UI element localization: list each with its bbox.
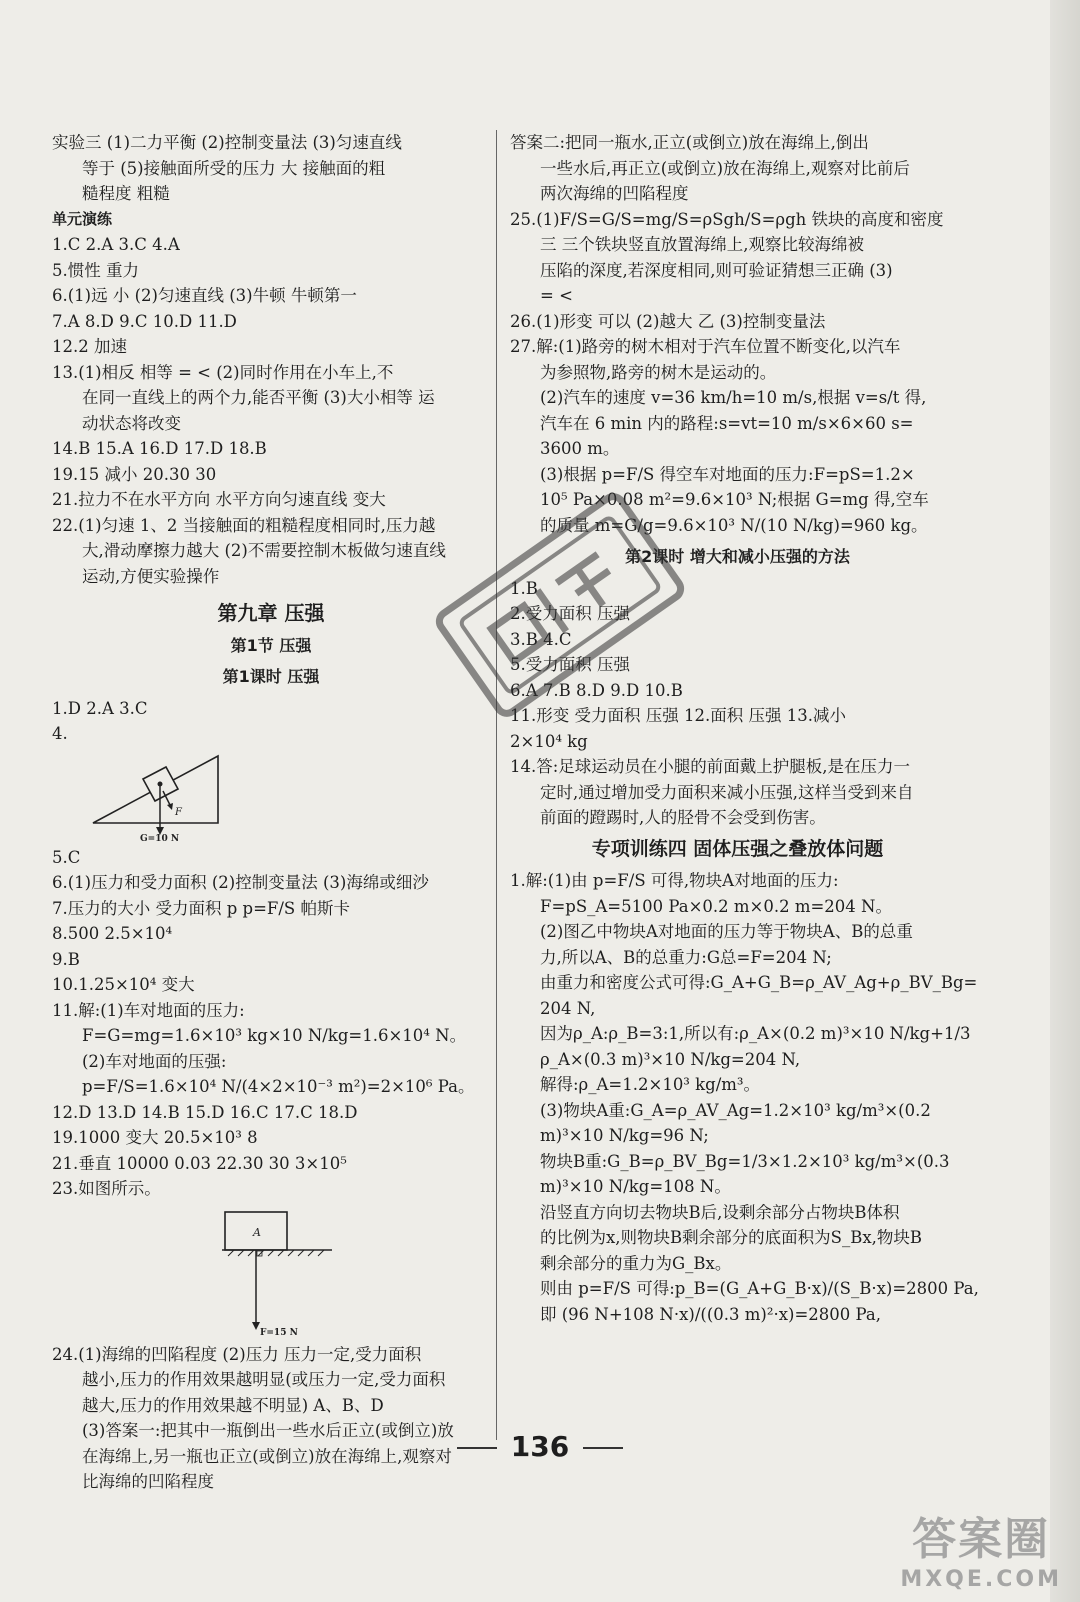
answer-line: 动状态将改变 xyxy=(82,413,181,433)
answer-line: 6.(1)压力和受力面积 (2)控制变量法 (3)海绵或细沙 xyxy=(52,873,429,892)
answer-line: 在海绵上,另一瓶也正立(或倒立)放在海绵上,观察对 xyxy=(82,1446,452,1466)
answer-line: F=G=mg=1.6×10³ kg×10 N/kg=1.6×10⁴ N。 xyxy=(82,1026,467,1045)
answer-line: 19.15 减小 20.30 30 xyxy=(52,464,217,484)
answer-line: 解得:ρ_A=1.2×10³ kg/m³。 xyxy=(540,1075,761,1094)
page-number: 136 xyxy=(0,1430,1080,1463)
answer-line: 汽车在 6 min 内的路程:s=vt=10 m/s×6×60 s= xyxy=(540,413,914,433)
answer-line: (2)图乙中物块A对地面的压力等于物块A、B的总重 xyxy=(540,922,913,941)
answer-line: 3600 m。 xyxy=(540,439,620,458)
answer-line: 25.(1)F/S=G/S=mg/S=ρSgh/S=ρgh 铁块的高度和密度 xyxy=(510,209,944,229)
answer-line: 21.垂直 10000 0.03 22.30 30 3×10⁵ xyxy=(52,1153,347,1173)
answer-line: 13.(1)相反 相等 = < (2)同时作用在小车上,不 xyxy=(52,362,394,382)
answer-line: 4. xyxy=(52,724,68,743)
answer-line: 沿竖直方向切去物块B后,设剩余部分占物块B体积 xyxy=(540,1202,900,1222)
answer-line: 为参照物,路旁的树木是运动的。 xyxy=(540,362,777,382)
answer-line: 越大,压力的作用效果越不明显) A、B、D xyxy=(82,1395,384,1415)
block-label: A xyxy=(253,1225,261,1239)
stamp-graphic xyxy=(410,455,710,755)
answer-line: 11.形变 受力面积 压强 12.面积 压强 13.减小 xyxy=(510,706,846,725)
answer-line: 力,所以A、B的总重力:G总=F=204 N; xyxy=(540,947,832,967)
watermark-line1: 答案圈 xyxy=(912,1514,1051,1565)
text-line: 等于 (5)接触面所受的压力 大 接触面的粗 xyxy=(82,158,386,178)
answer-line: 22.(1)匀速 1、2 当接触面的粗糙程度相同时,压力越 xyxy=(52,515,436,535)
answer-line: 则由 p=F/S 可得:p_B=(G_A+G_B·x)/(S_B·x)=2800 Pa, xyxy=(540,1279,979,1298)
answer-line: (2)车对地面的压强: xyxy=(82,1051,227,1071)
text-line: 糙程度 粗糙 xyxy=(82,184,170,203)
section-title: 第1节 压强 xyxy=(230,635,312,655)
answer-line: 12.D 13.D 14.B 15.D 16.C 17.C 18.D xyxy=(52,1102,358,1122)
left-column xyxy=(52,130,490,1495)
answer-line: 12.2 加速 xyxy=(52,337,127,356)
answer-line: 6.(1)远 小 (2)匀速直线 (3)牛顿 牛顿第一 xyxy=(52,286,357,305)
answer-line: 2.受力面积 压强 xyxy=(510,604,630,623)
section-heading: 单元演练 xyxy=(52,209,113,228)
answer-line: 2×10⁴ kg xyxy=(510,731,588,751)
answer-line: 由重力和密度公式可得:G_A+G_B=ρ_AV_Ag+ρ_BV_Bg= xyxy=(540,973,978,992)
answer-line: 5.C xyxy=(52,847,81,867)
answer-line: F=pS_A=5100 Pa×0.2 m×0.2 m=204 N。 xyxy=(540,896,892,916)
answer-line: 定时,通过增加受力面积来减小压强,这样当受到来自 xyxy=(540,782,914,802)
answer-line: 21.拉力不在水平方向 水平方向匀速直线 变大 xyxy=(52,490,386,509)
watermark-line2: MXQE.COM xyxy=(900,1567,1062,1592)
answer-line: 14.答:足球运动员在小腿的前面戴上护腿板,是在压力一 xyxy=(510,757,911,776)
answer-line: 204 N, xyxy=(540,998,596,1018)
page-edge-shadow xyxy=(1050,0,1080,1602)
answer-line: 26.(1)形变 可以 (2)越大 乙 (3)控制变量法 xyxy=(510,311,826,331)
answer-line: 1.解:(1)由 p=F/S 可得,物块A对地面的压力: xyxy=(510,871,839,890)
answer-line: m)³×10 N/kg=108 N。 xyxy=(540,1177,731,1196)
answer-line: 9.B xyxy=(52,949,80,969)
column-divider xyxy=(496,130,497,1440)
answer-line: 比海绵的凹陷程度 xyxy=(82,1472,214,1491)
site-watermark xyxy=(900,1503,1062,1592)
answer-line: 三 三个铁块竖直放置海绵上,观察比较海绵被 xyxy=(540,235,864,254)
answer-line: 11.解:(1)车对地面的压力: xyxy=(52,1000,245,1020)
answer-line: 一些水后,再正立(或倒立)放在海绵上,观察对比前后 xyxy=(540,158,910,178)
answer-line: 运动,方便实验操作 xyxy=(82,566,220,586)
block-pressure-diagram xyxy=(222,1208,342,1338)
answer-line: 27.解:(1)路旁的树木相对于汽车位置不断变化,以汽车 xyxy=(510,337,901,356)
answer-line: 7.压力的大小 受力面积 p p=F/S 帕斯卡 xyxy=(52,898,350,918)
answer-line: 19.1000 变大 20.5×10³ 8 xyxy=(52,1128,258,1147)
text-line: 实验三 (1)二力平衡 (2)控制变量法 (3)匀速直线 xyxy=(52,133,402,152)
answer-line: m)³×10 N/kg=96 N; xyxy=(540,1126,709,1145)
answer-line: 23.如图所示。 xyxy=(52,1179,161,1198)
weight-label: G=10 N xyxy=(140,833,180,843)
answer-line: 的比例为x,则物块B剩余部分的底面积为S_Bx,物块B xyxy=(540,1228,923,1247)
answer-line: 越小,压力的作用效果越明显(或压力一定,受力面积 xyxy=(82,1370,446,1389)
answer-line: 答案二:把同一瓶水,正立(或倒立)放在海绵上,倒出 xyxy=(510,133,869,152)
answer-line: 压陷的深度,若深度相同,则可验证猜想三正确 (3) xyxy=(540,260,893,280)
answer-line: 因为ρ_A:ρ_B=3:1,所以有:ρ_A×(0.2 m)³×10 N/kg+1/3 xyxy=(540,1024,971,1043)
answer-line: (2)汽车的速度 v=36 km/h=10 m/s,根据 v=s/t 得, xyxy=(540,388,927,407)
answer-line: = < xyxy=(540,286,573,305)
answer-line: 6.A 7.B 8.D 9.D 10.B xyxy=(510,680,683,700)
answer-line: 7.A 8.D 9.C 10.D 11.D xyxy=(52,311,237,331)
answer-line: 物块B重:G_B=ρ_BV_Bg=1/3×1.2×10³ kg/m³×(0.3 xyxy=(540,1151,950,1171)
answer-line: (3)物块A重:G_A=ρ_AV_Ag=1.2×10³ kg/m³×(0.2 xyxy=(540,1100,931,1120)
answer-line: 24.(1)海绵的凹陷程度 (2)压力 压力一定,受力面积 xyxy=(52,1344,422,1364)
answer-line: 5.惯性 重力 xyxy=(52,260,139,280)
force-label: F=15 N xyxy=(260,1327,298,1338)
answer-line: 的质量 m=G/g=9.6×10³ N/(10 N/kg)=960 kg。 xyxy=(540,515,928,535)
special-training-title: 专项训练四 固体压强之叠放体问题 xyxy=(591,837,884,860)
answer-line: 8.500 2.5×10⁴ xyxy=(52,924,173,943)
answer-line: 10⁵ Pa×0.08 m²=9.6×10³ N;根据 G=mg 得,空车 xyxy=(540,490,929,509)
answer-line: 1.D 2.A 3.C xyxy=(52,698,148,718)
answer-line: 剩余部分的重力为G_Bx。 xyxy=(540,1253,732,1273)
answer-line: p=F/S=1.6×10⁴ N/(4×2×10⁻³ m²)=2×10⁶ Pa。 xyxy=(82,1077,475,1096)
answer-line: 3.B 4.C xyxy=(510,629,572,649)
incline-force-diagram xyxy=(88,751,238,843)
chapter-title: 第九章 压强 xyxy=(217,601,325,625)
answer-line: 1.C 2.A 3.C 4.A xyxy=(52,235,180,254)
answer-line: 1.B xyxy=(510,578,538,598)
answer-line: 14.B 15.A 16.D 17.D 18.B xyxy=(52,439,267,458)
answer-line: 5.受力面积 压强 xyxy=(510,655,630,674)
force-label: F xyxy=(175,806,182,818)
answer-line: 即 (96 N+108 N·x)/((0.3 m)²·x)=2800 Pa, xyxy=(540,1304,881,1324)
lesson-title: 第1课时 压强 xyxy=(222,667,320,686)
lesson-title: 第2课时 增大和减小压强的方法 xyxy=(625,547,850,566)
answer-line: 大,滑动摩擦力越大 (2)不需要控制木板做匀速直线 xyxy=(82,541,446,560)
answer-line: (3)根据 p=F/S 得空车对地面的压力:F=pS=1.2× xyxy=(540,464,915,484)
answer-line: (3)答案一:把其中一瓶倒出一些水后正立(或倒立)放 xyxy=(82,1421,454,1440)
answer-line: 前面的蹬踢时,人的胫骨不会受到伤害。 xyxy=(540,808,826,827)
answer-line: ρ_A×(0.3 m)³×10 N/kg=204 N, xyxy=(540,1049,801,1069)
answer-line: 两次海绵的凹陷程度 xyxy=(540,184,689,203)
answer-line: 10.1.25×10⁴ 变大 xyxy=(52,975,195,994)
answer-line: 在同一直线上的两个力,能否平衡 (3)大小相等 运 xyxy=(82,388,435,407)
